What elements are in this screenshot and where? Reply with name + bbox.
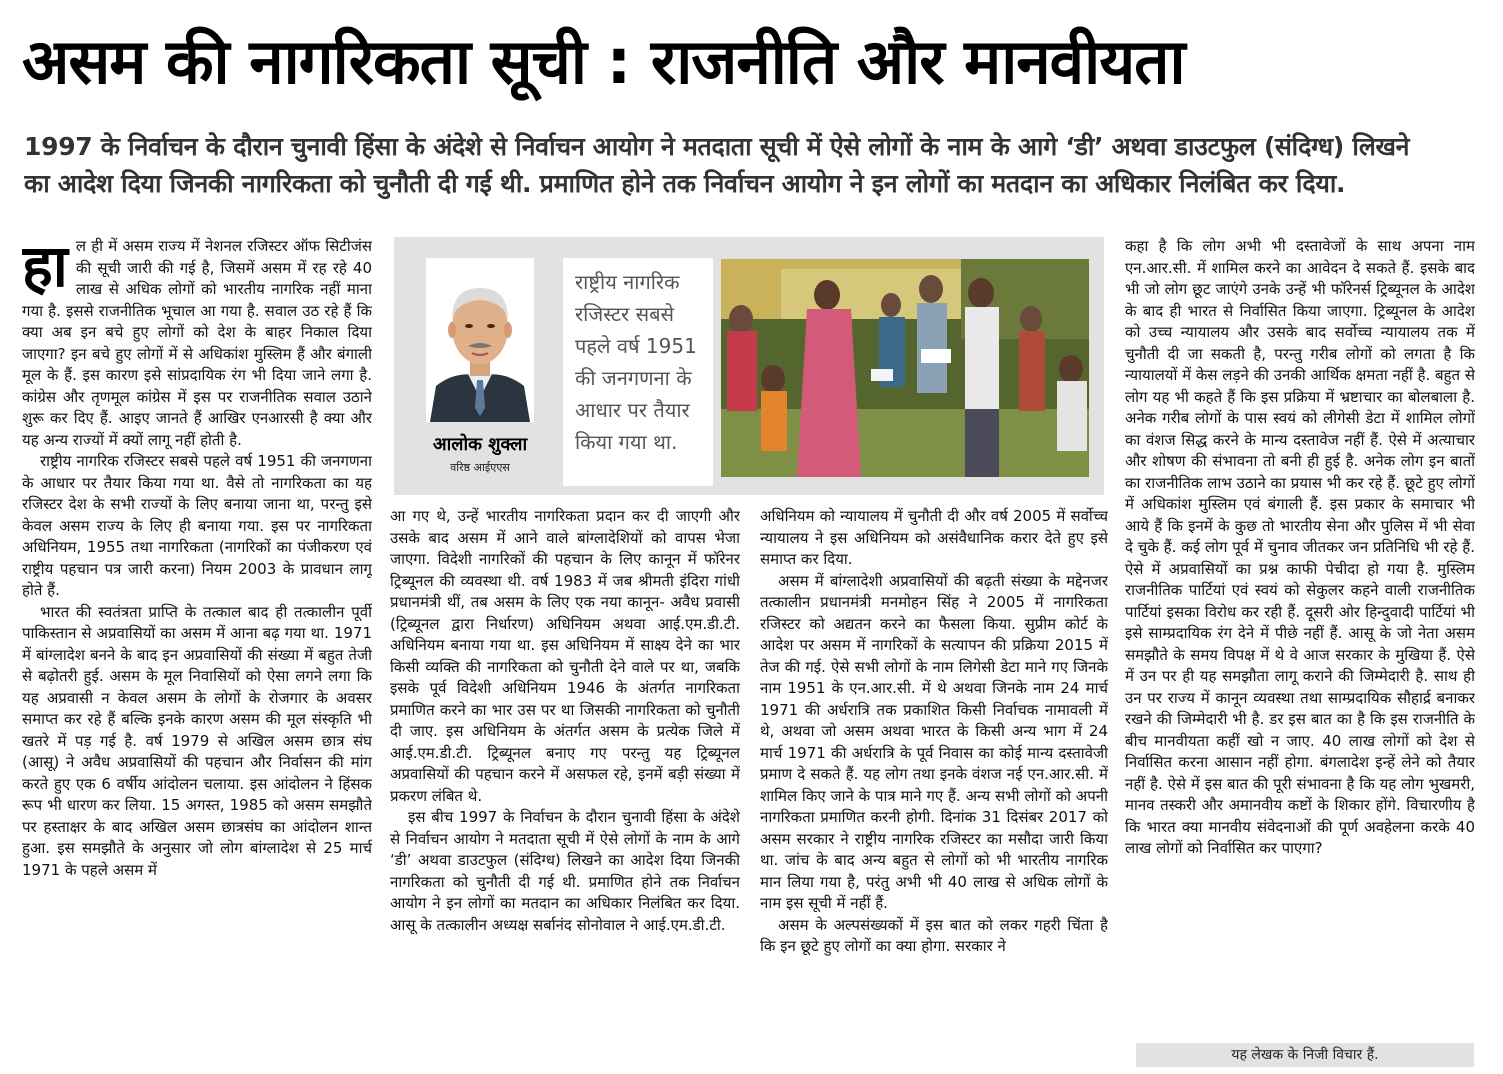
standfirst <box>24 128 1484 208</box>
author-portrait-image <box>426 258 534 422</box>
author-designation: वरिष्ठ आईएएस <box>450 461 510 474</box>
author-name: आलोक शुक्ला <box>432 434 528 455</box>
pull-quote: राष्ट्रीय नागरिक रजिस्टर सबसे पहले वर्ष 1951 की जनगणना के आधार पर तैयार किया गया था. <box>563 258 713 486</box>
paragraph: इस बीच 1997 के निर्वाचन के दौरान चुनावी हिंसा के अंदेशे से निर्वाचन आयोग ने मतदाता सूची में ऐसे लोगों के नाम के आगे ‘डी’ अथवा डाउटफुल (संदिग्ध) लिखने का आदेश दिया जिनकी नागरिकता को चुनौती दी गई थी. प्रमाणित होने तक निर्वाचन आयोग ने इन लोगों का मतदान का अधिकार निलंबित कर दिया. आसू के तत्कालीन अध्यक्ष सर्बानंद सोनोवाल ने आई.एम.डी.टी. <box>390 808 740 934</box>
article-column-4 <box>1125 236 1475 1036</box>
opening-paragraph <box>22 236 372 451</box>
paragraph: आ गए थे, उन्हें भारतीय नागरिकता प्रदान कर दी जाएगी और उसके बाद असम में आने वाले बांग्लादेशियों को वापस भेजा जाएगा. विदेशी नागरिकों की पहचान के लिए कानून में फॉरेनर ट्रिब्यूनल की व्यवस्था थी. वर्ष 1983 में जब श्रीमती इंदिरा गांधी प्रधानमंत्री थीं, तब असम के लिए एक नया कानून- अवैध प्रवासी (ट्रिब्यूनल द्वारा निर्धारण) अधिनियम अथवा आई.एम.डी.टी. अधिनियम बनाया गया था. इस अधिनियम में साक्ष्य देने का भार किसी व्यक्ति की नागरिकता को चुनौती देने वाले पर था, जबकि इसके पूर्व विदेशी अधिनियम 1946 के अंतर्गत नागरिकता प्रमाणित करने का भार उस पर था जिसकी नागरिकता को चुनौती दी जाए. इस अधिनियम के अंतर्गत असम के प्रत्येक जिले में आई.एम.डी.टी. ट्रिब्यूनल बनाए गए परन्तु यह ट्रिब्यूनल अप्रवासियों की पहचान करने में असफल रहे, इनमें बड़ी संख्या में प्रकरण लंबित थे. <box>390 507 740 805</box>
paragraph: राष्ट्रीय नागरिक रजिस्टर सबसे पहले वर्ष 1951 की जनगणना के आधार पर तैयार किया गया था. वैसे तो नागरिकता का यह रजिस्टर देश के सभी राज्यों के लिए बनाया जाना था, परन्तु इसे केवल असम राज्य के लिए ही बनाया गया. इस पर नागरिकता अधिनियम, 1955 तथा नागरिकता (नागरिकों का पंजीकरण एवं राष्ट्रीय पहचान पत्र जारी करना) नियम 2003 के प्रावधान लागू होते हैं. <box>22 452 372 599</box>
headline: असम की नागरिकता सूची : राजनीति और मानवीयता <box>22 25 1185 98</box>
disclaimer-note: यह लेखक के निजी विचार हैं. <box>1136 1043 1474 1067</box>
paragraph: असम में बांग्लादेशी अप्रवासियों की बढ़ती संख्या के मद्देनजर तत्कालीन प्रधानमंत्री मनमोहन सिंह ने 2005 में नागरिकता रजिस्टर को अद्यतन करने का फैसला किया. सुप्रीम कोर्ट के आदेश पर असम में नागरिकों के सत्यापन की प्रक्रिया 2015 में तेज की गई. ऐसे सभी लोगों के नाम लिगेसी डेटा माने गए जिनके नाम 1951 के एन.आर.सी. में थे अथवा जिनके नाम 24 मार्च 1971 की अर्धरात्रि तक प्रकाशित किसी निर्वाचक नामावली में थे, अथवा जो असम अथवा भारत के किसी अन्य भाग में 24 मार्च 1971 की अर्धरात्रि के पूर्व निवास का कोई मान्य दस्तावेजी प्रमाण दे सकते हैं. यह लोग तथा इनके वंशज नई एन.आर.सी. में शामिल किए जाने के पात्र माने गए हैं. अन्य सभी लोगों को अपनी नागरिकता प्रमाणित करनी होगी. दिनांक 31 दिसंबर 2017 को असम सरकार ने राष्ट्रीय नागरिक रजिस्टर का मसौदा जारी किया था. जांच के बाद अन्य बहुत से लोगों को भी भारतीय नागरिक मान लिया गया है, परंतु अभी भी 40 लाख से अधिक लोगों के नाम इस सूची में नहीं हैं. <box>760 571 1108 912</box>
standfirst-line-2: का आदेश दिया जिनकी नागरिकता को चुनौती दी गई थी. प्रमाणित होने तक निर्वाचन आयोग ने इन लोगों का मतदान का अधिकार निलंबित कर दिया. <box>24 169 1346 198</box>
paragraph: अधिनियम को न्यायालय में चुनौती दी और वर्ष 2005 में सर्वोच्च न्यायालय ने इस अधिनियम को असंवैधानिक करार देते हुए इसे समाप्त कर दिया. <box>760 507 1108 568</box>
paragraph: कहा है कि लोग अभी भी दस्तावेजों के साथ अपना नाम एन.आर.सी. में शामिल करने का आवेदन दे सकते हैं. इसके बाद भी जो लोग छूट जाएंगे उनके उन्हें भी फॉरेनर्स ट्रिब्यूनल के आदेश के बाद ही भारत से निर्वासित किया जाएगा. ट्रिब्यूनल के आदेश को उच्च न्यायालय और उसके बाद सर्वोच्च न्यायालय तक में चुनौती दी जा सकती है, परन्तु गरीब लोगों को लगता है कि न्यायालयों में केस लड़ने की उनकी आर्थिक क्षमता नहीं है. बहुत से लोग यह भी कहते हैं कि इस प्रक्रिया में भ्रष्टाचार का बोलबाला है. अनेक गरीब लोगों के पास स्वयं को लीगेसी डेटा में शामिल लोगों का वंशज सिद्ध करने के मान्य दस्तावेज नहीं हैं. ऐसे में अत्याचार और शोषण की संभावना तो बनी ही हुई है. अनेक लोग इन बातों का राजनीतिक लाभ उठाने का प्रयास भी कर रहे हैं. छूटे हुए लोगों में अधिकांश मुस्लिम एवं बंगाली हैं. इस प्रकार के समाचार भी आये हैं कि इनमें के कुछ तो भारतीय सेना और पुलिस में भी सेवा दे चुके हैं. कई लोग पूर्व में चुनाव जीतकर जन प्रतिनिधि भी रहे हैं. ऐसे में अप्रवासियों का प्रश्न काफी पेचीदा हो गया है. मुस्लिम राजनीतिक पार्टियां एवं स्वयं को सेकुलर कहने वाली राजनीतिक पार्टियां इसका विरोध कर रही हैं. दूसरी ओर हिन्दुवादी पार्टियां भी इसे साम्प्रदायिक रंग देने में पीछे नहीं हैं. आसू के जो नेता असम समझौते के समय विपक्ष में थे वे आज सरकार के मुखिया हैं. ऐसे में उन पर ही यह समझौता लागू कराने की जिम्मेदारी है. साथ ही उन पर राज्य में कानून व्यवस्था तथा साम्प्रदायिक सौहार्द्र बनाकर रखने की जिम्मेदारी भी है. डर इस बात का है कि इस राजनीति के बीच मानवीयता कहीं खो न जाए. 40 लाख लोगों को देश से निर्वासित करना आसान नहीं होगा. बंगलादेश इन्हें लेने को तैयार नहीं है. ऐसे में इस बात की पूरी संभावना है कि यह लोग भुखमरी, मानव तस्करी और अमानवीय कष्टों के शिकार होंगे. विचारणीय है कि भारत क्या मानवीय संवेदनाओं की पूर्ण अवहेलना करके 40 लाख लोगों को निर्वासित कर पाएगा? <box>1125 237 1475 857</box>
author-portrait <box>426 258 534 422</box>
article-column-3 <box>760 506 1108 1068</box>
news-photo <box>721 259 1089 477</box>
article-column-2 <box>390 506 740 1068</box>
paragraph: भारत की स्वतंत्रता प्राप्ति के तत्काल बाद ही तत्कालीन पूर्वी पाकिस्तान से अप्रवासियों का असम में आना बढ़ गया था. 1971 में बांग्लादेश बनने के बाद इन अप्रवासियों की संख्या में बहुत तेजी से बढ़ोतरी हुई. असम के मूल निवासियों को ऐसा लगने लगा कि यह अप्रवासी न केवल असम के लोगों के रोजगार के अवसर समाप्त कर रहे हैं बल्कि इनके कारण असम की मूल संस्कृति भी खतरे में पड़ गई है. वर्ष 1979 से अखिल असम छात्र संघ (आसू) ने अवैध अप्रवासियों की पहचान और निर्वासन की मांग करते हुए एक 6 वर्षीय आंदोलन चलाया. इस आंदोलन ने हिंसक रूप भी धारण कर लिया. 15 अगस्त, 1985 को असम समझौते पर हस्ताक्षर के बाद अखिल असम छात्रसंघ का आंदोलन शान्त हुआ. इस समझौते के अनुसार जो लोग बांग्लादेश से 25 मार्च 1971 के पहले असम में <box>22 602 372 879</box>
paragraph: असम के अल्पसंख्यकों में इस बात को लकर गहरी चिंता है कि इन छूटे हुए लोगों का क्या होगा. सरकार ने <box>760 915 1108 955</box>
drop-cap: हा <box>22 236 68 300</box>
paragraph-text: ल ही में असम राज्य में नेशनल रजिस्टर ऑफ सिटीजंस की सूची जारी की गई है, जिसमें असम में रह रहे 40 लाख से अधिक लोगों को भारतीय नागरिक नहीं माना गया है. इससे राजनीतिक भूचाल आ गया है. सवाल उठ रहे हैं कि क्या अब इन बचे हुए लोगों को देश के बाहर निकाल दिया जाएगा? इन बचे हुए लोगों में से अधिकांश मुस्लिम हैं और बंगाली मूल के हैं. इस कारण इसे सांप्रदायिक रंग भी दिया जाने लगा है. कांग्रेस और तृणमूल कांग्रेस में इस पर राजनीतिक सवाल उठाने शुरू कर दिए हैं. आइए जानते हैं आखिर एनआरसी है क्या और यह अन्य राज्यों में क्यों लागू नहीं होती है. <box>22 237 372 449</box>
article-column-1 <box>22 236 372 1068</box>
standfirst-line-1: 1997 के निर्वाचन के दौरान चुनावी हिंसा के अंदेशे से निर्वाचन आयोग ने मतदाता सूची में ऐसे लोगों के नाम के आगे ‘डी’ अथवा डाउटफुल (संदिग्ध) लिखने <box>24 132 1410 161</box>
crowd-photo-image <box>721 259 1089 477</box>
